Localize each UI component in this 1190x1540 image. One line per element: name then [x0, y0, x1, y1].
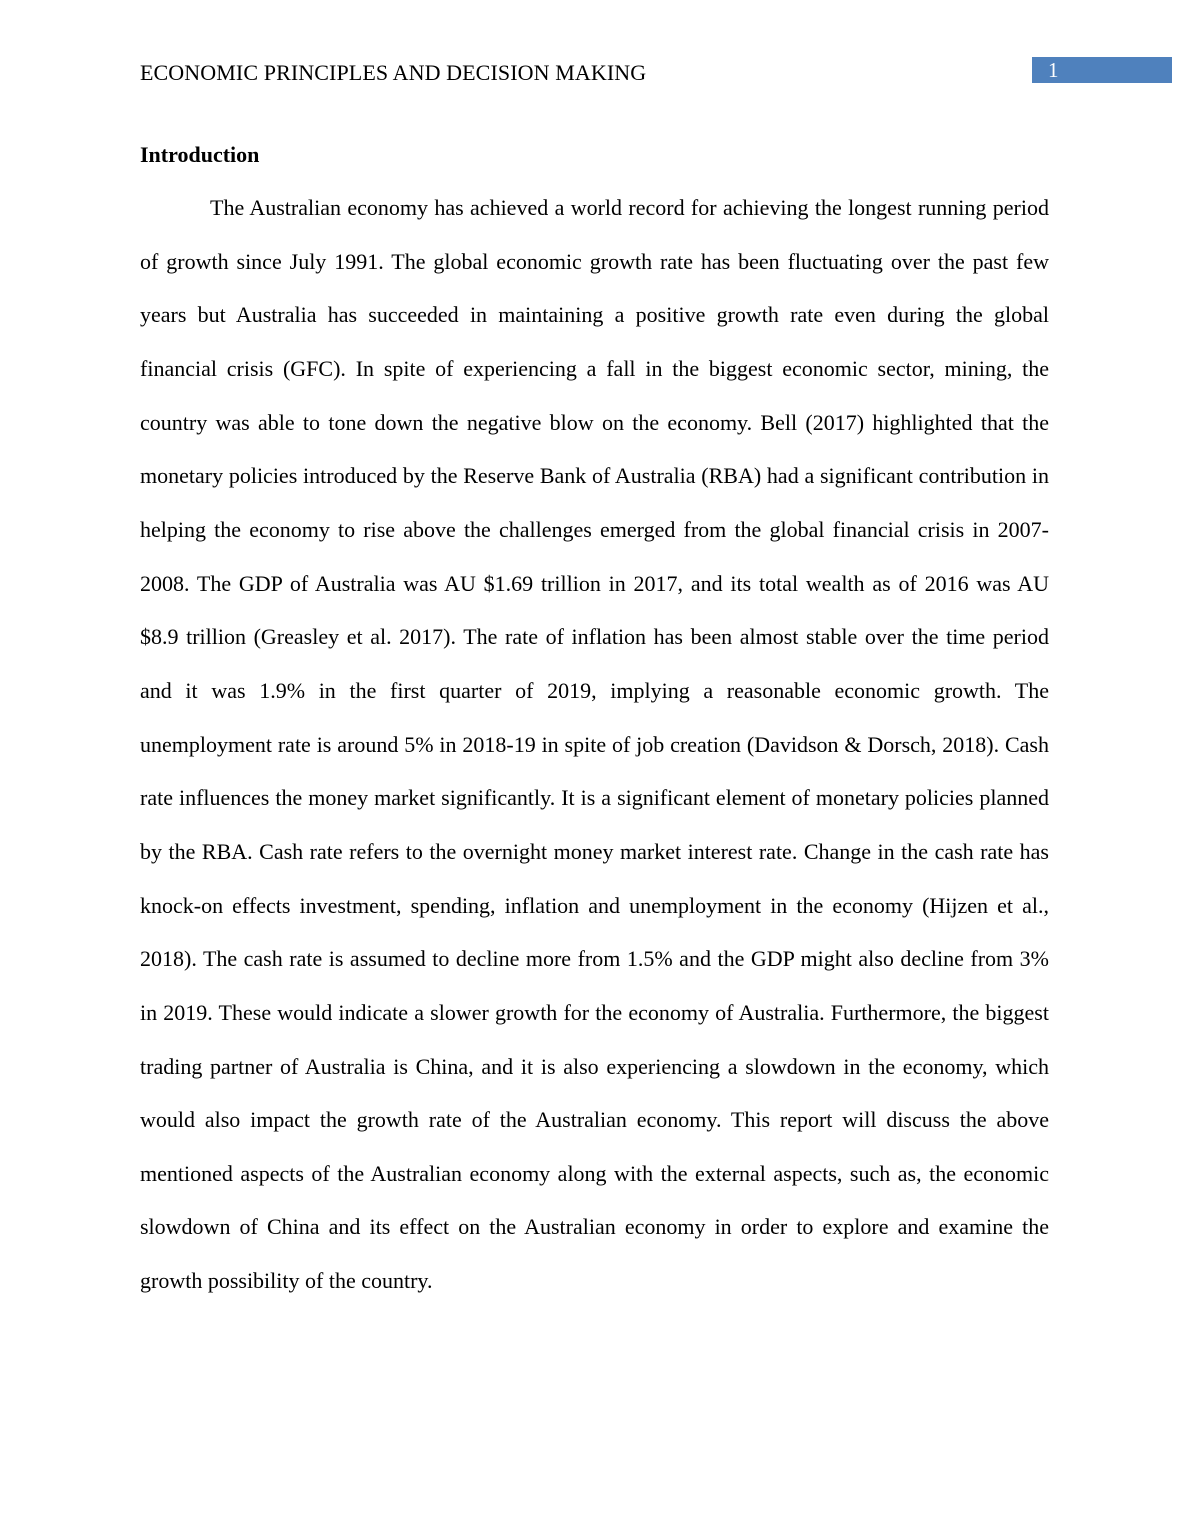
- page-number-badge: [1032, 57, 1172, 83]
- section-heading: Introduction: [140, 142, 260, 167]
- running-header-title: ECONOMIC PRINCIPLES AND DECISION MAKING: [140, 60, 647, 85]
- page-number: 1: [1048, 58, 1059, 82]
- body-paragraph: The Australian economy has achieved a world record for achieving the longest running period of growth since July 1991. The global economic growth rate has been fluctuating over the past few years but Australia has succeeded in maintaining a positive growth rate even during the global financial crisis (GFC). In spite of experiencing a fall in the biggest economic sector, mining, the country was able to tone down the negative blow on the economy. Bell (2017) highlighted that the monetary policies introduced by the Reserve Bank of Australia (RBA) had a significant contribution in helping the economy to rise above the challenges emerged from the global financial crisis in 2007-2008. The GDP of Australia was AU $1.69 trillion in 2017, and its total wealth as of 2016 was AU $8.9 trillion (Greasley et al. 2017). The rate of inflation has been almost stable over the time period and it was 1.9% in the first quarter of 2019, implying a reasonable economic growth. The unemployment rate is around 5% in 2018-19 in spite of job creation (Davidson & Dorsch, 2018). Cash rate influences the money market significantly. It is a significant element of monetary policies planned by the RBA. Cash rate refers to the overnight money market interest rate. Change in the cash rate has knock-on effects investment, spending, inflation and unemployment in the economy (Hijzen et al., 2018). The cash rate is assumed to decline more from 1.5% and the GDP might also decline from 3% in 2019. These would indicate a slower growth for the economy of Australia. Furthermore, the biggest trading partner of Australia is China, and it is also experiencing a slowdown in the economy, which would also impact the growth rate of the Australian economy. This report will discuss the above mentioned aspects of the Australian economy along with the external aspects, such as, the economic slowdown of China and its effect on the Australian economy in order to explore and examine the growth possibility of the country.: [140, 195, 1049, 1294]
